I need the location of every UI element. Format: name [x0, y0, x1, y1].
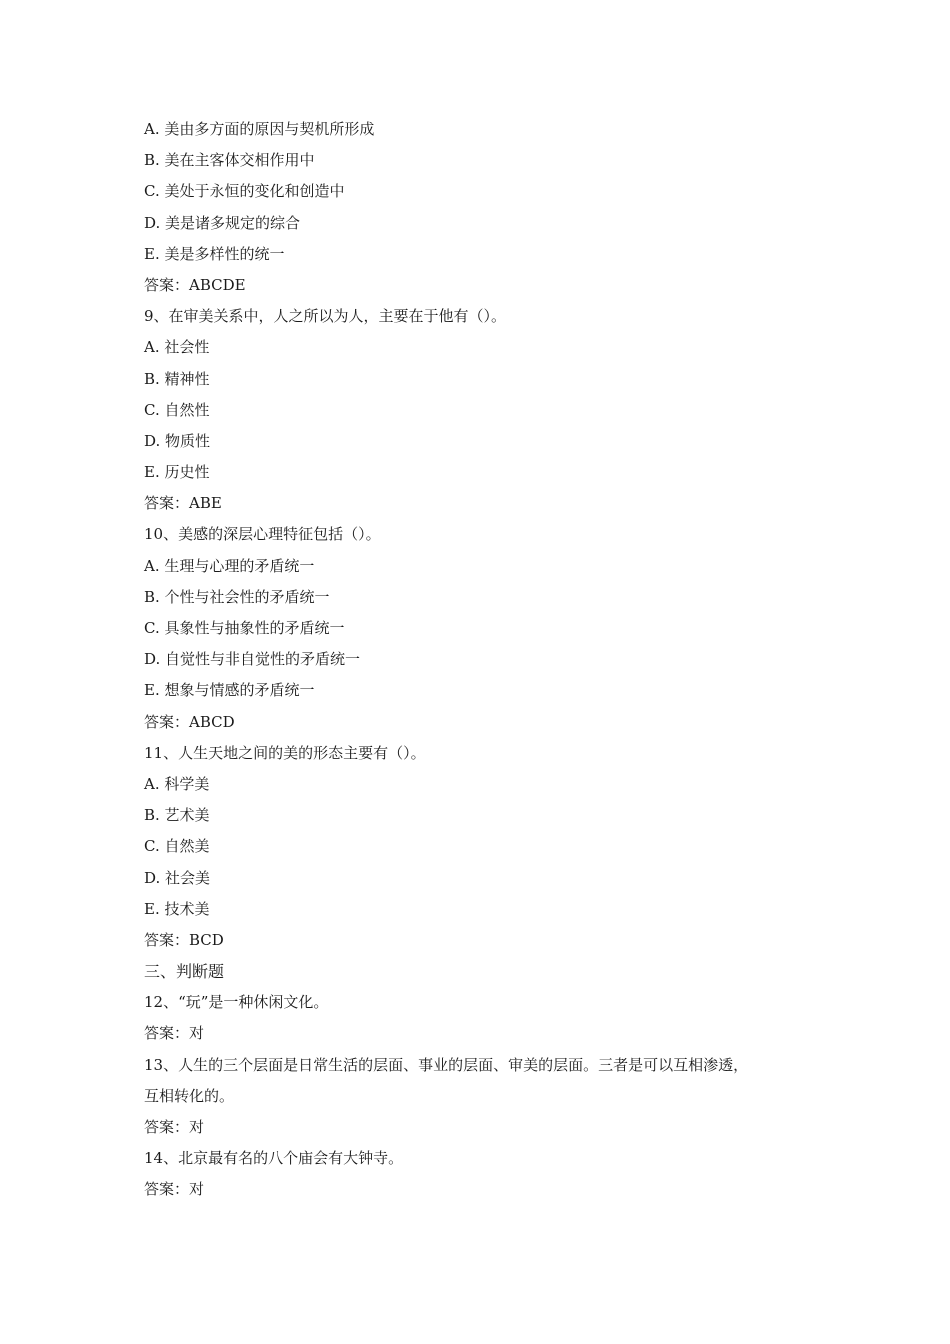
- q8-option-b: B. 美在主客体交相作用中: [144, 151, 315, 170]
- q10-option-e: E. 想象与情感的矛盾统一: [144, 681, 315, 700]
- q14-question: 14、北京最有名的八个庙会有大钟寺。: [144, 1149, 404, 1168]
- q9-question: 9、在审美关系中，人之所以为人，主要在于他有（）。: [144, 307, 507, 326]
- q10-option-a: A. 生理与心理的矛盾统一: [144, 556, 315, 575]
- q9-option-a: A. 社会性: [144, 338, 210, 357]
- q8-option-d: D. 美是诸多规定的综合: [144, 213, 301, 232]
- q9-option-e: E. 历史性: [144, 463, 210, 482]
- q9-answer: 答案：ABE: [144, 494, 222, 513]
- q10-question: 10、美感的深层心理特征包括（）。: [144, 525, 381, 544]
- q8-option-e: E. 美是多样性的统一: [144, 244, 285, 263]
- q13-answer: 答案：对: [144, 1118, 205, 1136]
- section-title-judgement: 三、判断题: [144, 962, 225, 982]
- q12-question: 12、“玩”是一种休闲文化。: [144, 993, 329, 1012]
- q8-option-c: C. 美处于永恒的变化和创造中: [144, 182, 345, 201]
- q11-option-d: D. 社会美: [144, 868, 211, 887]
- q8-option-a: A. 美由多方面的原因与契机所形成: [144, 120, 375, 138]
- q11-option-a: A. 科学美: [144, 774, 210, 793]
- q11-option-b: B. 艺术美: [144, 806, 210, 825]
- q11-option-c: C. 自然美: [144, 837, 210, 856]
- q9-option-c: C. 自然性: [144, 400, 210, 419]
- q10-option-d: D. 自觉性与非自觉性的矛盾统一: [144, 650, 361, 669]
- q11-option-e: E. 技术美: [144, 899, 210, 918]
- q14-answer: 答案：对: [144, 1180, 205, 1199]
- q11-question: 11、人生天地之间的美的形态主要有（）。: [144, 743, 426, 762]
- q13-question-line1: 13、人生的三个层面是日常生活的层面、事业的层面、审美的层面。三者是可以互相渗透，: [144, 1055, 749, 1074]
- q11-answer: 答案：BCD: [144, 930, 224, 949]
- q12-answer: 答案：对: [144, 1024, 205, 1043]
- q9-option-b: B. 精神性: [144, 369, 210, 388]
- q13-question-line2: 互相转化的。: [144, 1086, 235, 1105]
- q8-answer: 答案：ABCDE: [144, 275, 246, 294]
- document-page: [144, 114, 824, 1206]
- q10-option-b: B. 个性与社会性的矛盾统一: [144, 587, 330, 606]
- q10-option-c: C. 具象性与抽象性的矛盾统一: [144, 619, 345, 637]
- q9-option-d: D. 物质性: [144, 431, 211, 450]
- q10-answer: 答案：ABCD: [144, 712, 235, 731]
